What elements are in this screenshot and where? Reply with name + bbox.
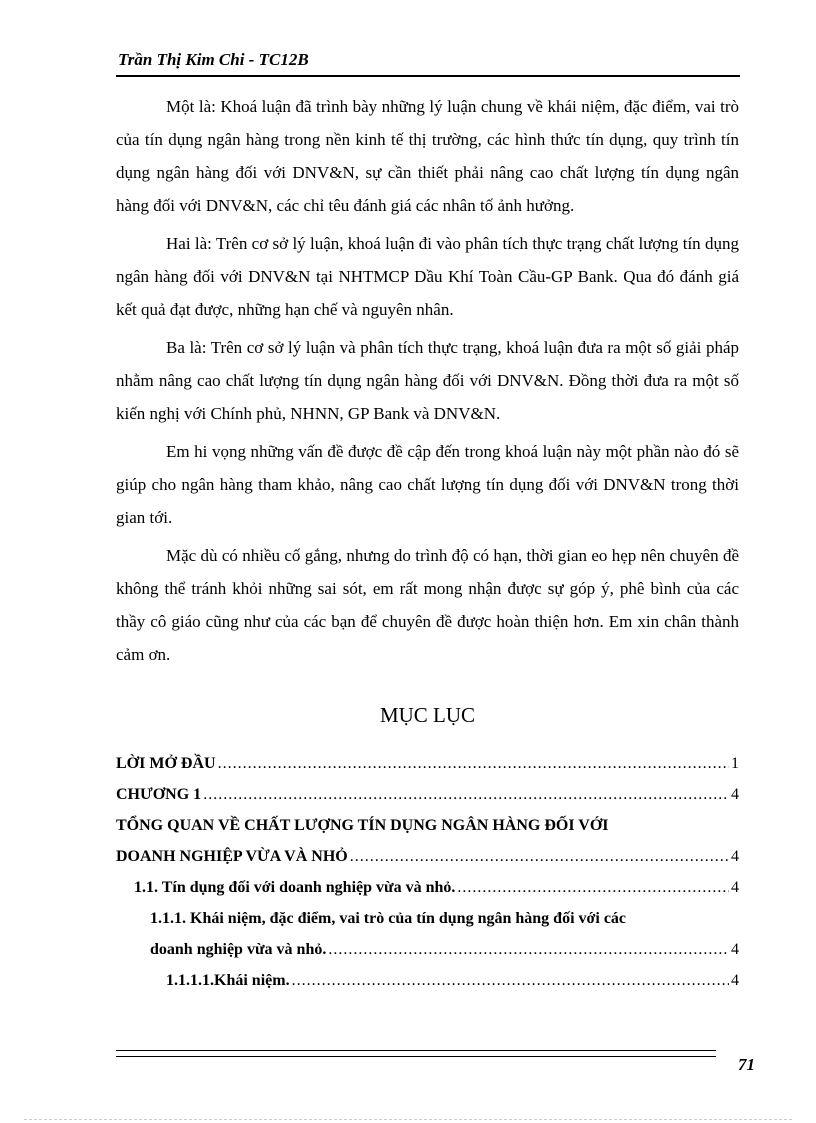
toc-entry-page: 4 <box>731 786 739 803</box>
paragraph: Hai là: Trên cơ sở lý luận, khoá luận đi vào phân tích thực trạng chất lượng tín dụng ngân hàng đối với DNV&N tại NHTMCP Dầu Khí Toàn Cầu-GP Bank. Qua đó đánh giá kết quả đạt được, những hạn chế và nguyên nhân. <box>116 234 739 319</box>
toc-entry-label: TỔNG QUAN VỀ CHẤT LƯỢNG TÍN DỤNG NGÂN HÀNG ĐỐI VỚI <box>116 817 609 834</box>
toc-leader <box>292 972 729 990</box>
toc-entry-label: doanh nghiệp vừa và nhỏ. <box>150 941 327 958</box>
toc-leader <box>457 879 729 897</box>
toc-entry-page: 1 <box>731 755 739 772</box>
toc-entry-page: 4 <box>731 848 739 865</box>
paragraph: Ba là: Trên cơ sở lý luận và phân tích thực trạng, khoá luận đưa ra một số giải pháp nhằm nâng cao chất lượng tín dụng ngân hàng đối với DNV&N. Đồng thời đưa ra một số kiến nghị với Chính phủ, NHNN, GP Bank và DNV&N. <box>116 338 739 423</box>
toc-entry-page: 4 <box>731 941 739 958</box>
page-edge-divider <box>24 1119 792 1120</box>
toc-entry-line[interactable] <box>116 804 739 835</box>
toc-title: MỤC LỤC <box>379 703 476 727</box>
toc-entry-label: LỜI MỞ ĐẦU <box>116 755 216 772</box>
toc-entry-label: 1.1.1.1.Khái niệm. <box>166 972 290 989</box>
toc-entry[interactable] <box>116 835 739 866</box>
page-number: 71 <box>738 1055 755 1074</box>
body-text <box>116 90 739 671</box>
paragraph: Một là: Khoá luận đã trình bày những lý luận chung về khái niệm, đặc điểm, vai trò của tín dụng ngân hàng trong nền kinh tế thị trường, các hình thức tín dụng, quy trình tín dụng ngân hàng đối với DNV&N, sự cần thiết phải nâng cao chất lượng tín dụng ngân hàng đối với DNV&N, các chỉ têu đánh giá các nhân tố ảnh hưởng. <box>116 97 739 215</box>
toc-entry[interactable] <box>116 866 739 897</box>
footer-rule <box>116 1050 716 1057</box>
paragraph: Mặc dù có nhiều cố gắng, nhưng do trình độ có hạn, thời gian eo hẹp nên chuyên đề không thể tránh khỏi những sai sót, em rất mong nhận được sự góp ý, phê bình của các thầy cô giáo cũng như của các bạn để chuyên đề được hoàn thiện hơn. Em xin chân thành cảm ơn. <box>116 546 739 664</box>
toc-entry-label: 1.1.1. Khái niệm, đặc điểm, vai trò của tín dụng ngân hàng đối với các <box>150 910 627 927</box>
table-of-contents <box>116 742 739 990</box>
toc-leader <box>350 848 729 866</box>
toc-entry[interactable] <box>116 742 739 773</box>
toc-entry-page: 4 <box>731 879 739 896</box>
toc-leader <box>218 755 729 773</box>
toc-leader <box>328 941 729 959</box>
paragraph: Em hi vọng những vấn đề được đề cập đến trong khoá luận này một phần nào đó sẽ giúp cho ngân hàng tham khảo, nâng cao chất lượng tín dụng đối với DNV&N trong thời gian tới. <box>116 442 739 527</box>
toc-entry-label: 1.1. Tín dụng đối với doanh nghiệp vừa và nhỏ. <box>134 879 456 896</box>
toc-leader <box>203 786 729 804</box>
header-title: Trần Thị Kim Chi - TC12B <box>118 50 309 69</box>
toc-entry[interactable] <box>116 959 739 990</box>
toc-entry-label: DOANH NGHIỆP VỪA VÀ NHỎ <box>116 848 348 865</box>
page-header <box>116 47 740 77</box>
toc-entry[interactable] <box>116 928 739 959</box>
toc-entry[interactable] <box>116 773 739 804</box>
toc-entry-label: CHƯƠNG 1 <box>116 786 202 803</box>
toc-entry-line[interactable] <box>116 897 739 928</box>
toc-entry-page: 4 <box>731 972 739 989</box>
